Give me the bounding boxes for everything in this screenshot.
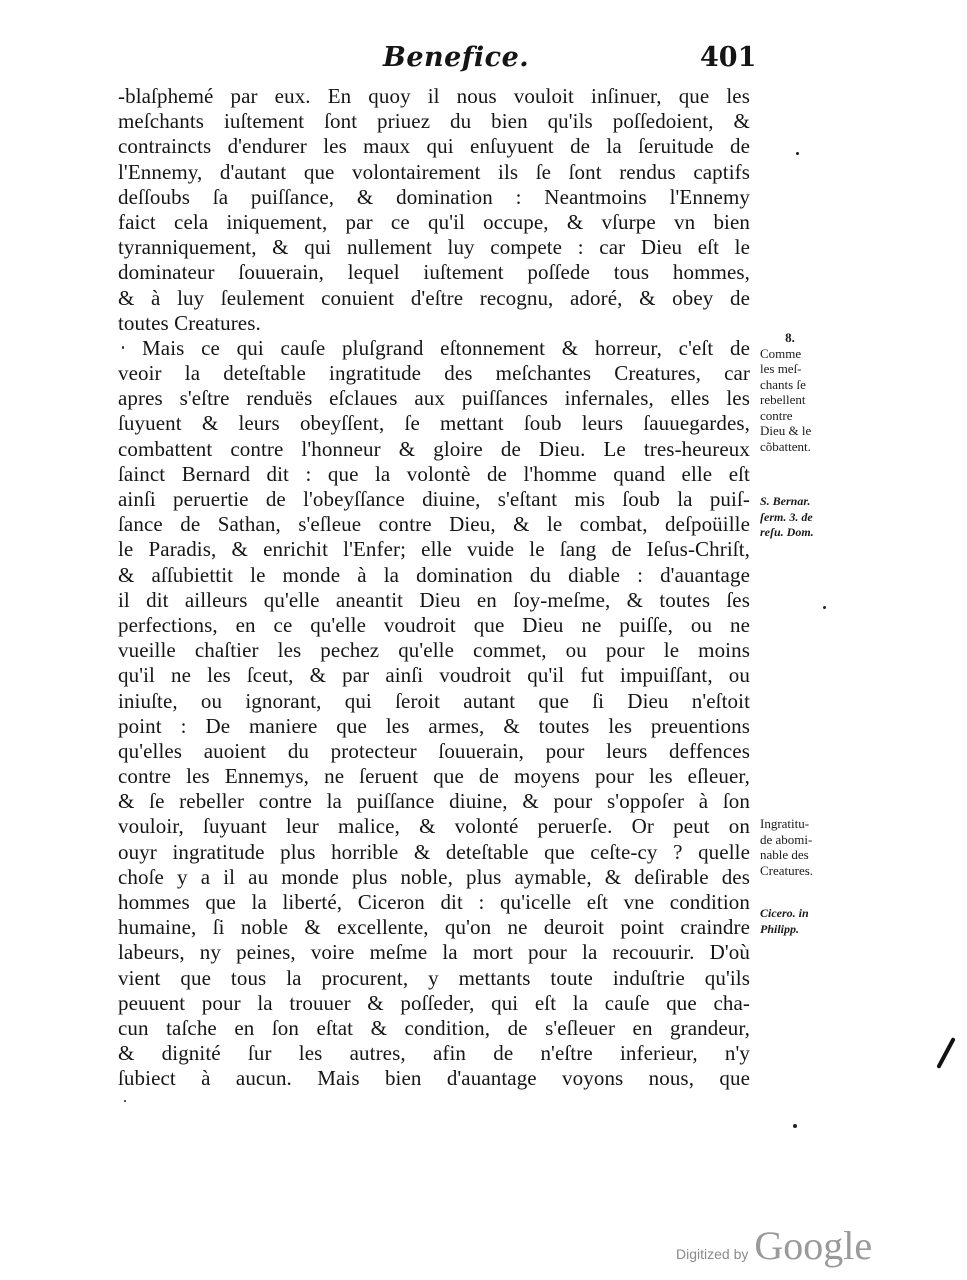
margin-ref-cicero xyxy=(760,906,860,937)
margin-note-line: Comme xyxy=(760,345,802,361)
body-line: vueille chaſtier les pechez qu'elle commet, ou pour le moins xyxy=(118,638,750,663)
google-logo: Google xyxy=(754,1223,873,1268)
page-number: 401 xyxy=(700,42,757,73)
running-title: Benefice. xyxy=(383,42,530,73)
body-line: choſe y a il au monde plus noble, plus aymable, & deſirable des xyxy=(118,864,750,889)
body-line: & ſe rebeller contre la puiſſance diuine, & pour s'oppoſer à ſon xyxy=(118,789,750,814)
margin-note-line: nable des xyxy=(760,847,809,862)
ink-speck xyxy=(793,1124,797,1128)
body-line: qu'il ne les ſceut, & par ainſi voudroit qu'il fut impuiſſant, ou xyxy=(118,663,750,688)
body-line: labeurs, ny peines, voire meſme la mort pour la recouurir. D'où xyxy=(118,940,750,965)
body-line: -blaſphemé par eux. En quoy il nous vouloit inſinuer, que les xyxy=(118,84,750,108)
margin-ref-line: reſu. Dom. xyxy=(760,525,814,539)
margin-note-line: Dieu & le xyxy=(760,423,812,438)
body-line: & dignité ſur les autres, afin de n'eſtre inferieur, n'y xyxy=(118,1041,750,1066)
body-line: le Paradis, & enrichit l'Enfer; elle vuide le ſang de Ieſus-Chriſt, xyxy=(118,537,750,562)
pen-stroke-mark xyxy=(936,1037,955,1069)
body-line: apres s'eſtre renduës eſclaues aux puiſſances infernales, elles les xyxy=(118,386,750,411)
body-line: meſchants iuſtement ſont priuez du bien qu'ils poſſedoient, & xyxy=(118,109,750,134)
margin-ref-line: Philipp. xyxy=(760,921,800,936)
digitized-watermark xyxy=(676,1222,872,1269)
body-line: qu'elles auoient du protecteur ſouuerain, pour leurs deffences xyxy=(118,738,750,763)
body-line: contre les Ennemys, ne ſeruent que de moyens pour les eſleuer, xyxy=(118,764,750,789)
body-line: hommes que la liberté, Ciceron dit : qu'icelle eſt vne condition xyxy=(118,890,750,914)
body-line: Mais ce qui cauſe pluſgrand eſtonnement & horreur, c'eſt de xyxy=(142,335,750,360)
body-line: ouyr ingratitude plus horrible & deteſtable que ceſte-cy ? quelle xyxy=(118,839,750,864)
body-line: tyranniquement, & qui nullement luy compete : car Dieu eſt le xyxy=(118,235,750,260)
body-line: cun taſche en ſon eſtat & condition, de s'eſleuer en grandeur, xyxy=(118,1015,750,1040)
body-line: toutes Creatures. xyxy=(118,310,261,335)
margin-note-line: Ingratitu- xyxy=(760,816,810,831)
body-line: ainſi peruertie de l'obeyſſance diuine, s'eſtant mis ſoub la puiſ- xyxy=(118,487,750,511)
margin-ref-line: ſerm. 3. de xyxy=(760,509,813,524)
margin-note-number: 8. xyxy=(785,330,795,345)
ink-speck xyxy=(122,346,124,349)
body-line: ſainct Bernard dit : que la volontè de l'homme quand elle eſt xyxy=(118,461,750,486)
body-line: & à luy ſeulement conuient d'eſtre recognu, adoré, & obey de xyxy=(118,285,750,310)
body-line: l'Ennemy, d'autant que volontairement ils ſe ſont rendus captifs xyxy=(118,159,750,184)
body-line: deſſoubs ſa puiſſance, & domination : Neantmoins l'Ennemy xyxy=(118,184,750,209)
ink-speck xyxy=(124,1100,126,1102)
body-line: contraincts d'endurer les maux qui enſuyuent de la ſeruitude de xyxy=(118,134,750,159)
margin-note-line: de abomi- xyxy=(760,831,813,847)
body-line: il dit ailleurs qu'elle aneantit Dieu en ſoy-meſme, & toutes ſes xyxy=(118,587,750,612)
margin-note-line: contre xyxy=(760,407,793,423)
body-line: ſuyuent & leurs obeyſſent, ſe mettant ſoub leurs ſauuegardes, xyxy=(118,411,750,436)
body-line: ſance de Sathan, s'eſleue contre Dieu, & le combat, deſpoüille xyxy=(118,512,750,537)
body-line: vouloir, ſuyuant leur malice, & volonté peruerſe. Or peut on xyxy=(118,814,750,839)
body-line: veoir la deteſtable ingratitude des meſchantes Creatures, car xyxy=(118,361,750,386)
margin-ref-bernard xyxy=(760,494,860,541)
ink-speck xyxy=(796,152,799,155)
body-line: combattent contre l'honneur & gloire de Dieu. Le tres-heureux xyxy=(118,436,750,461)
margin-note-ingratitude xyxy=(760,816,860,878)
body-line: vient que tous la procurent, y mettants toute induſtrie qu'ils xyxy=(118,965,750,990)
body-line: ſubiect à aucun. Mais bien d'auantage voyons nous, que xyxy=(118,1066,750,1091)
body-line: point : De maniere que les armes, & toutes les preuentions xyxy=(118,713,750,738)
margin-note-line: les meſ- xyxy=(760,361,802,376)
margin-note-line: rebellent xyxy=(760,392,806,407)
margin-note-line: chants ſe xyxy=(760,376,806,392)
ink-speck xyxy=(823,606,826,609)
body-line: faict cela iniquement, par ce qu'il occupe, & vſurpe vn bien xyxy=(118,209,750,234)
body-line: & aſſubiettit le monde à la domination du diable : d'auantage xyxy=(118,562,750,587)
body-line: humaine, ſi noble & excellente, qu'on ne deuroit point craindre xyxy=(118,915,750,940)
margin-note-comme xyxy=(760,330,860,454)
margin-note-line: Creatures. xyxy=(760,862,814,878)
body-line: perfections, en ce qu'elle voudroit que Dieu ne puiſſe, ou ne xyxy=(118,612,750,637)
margin-note-line: cõbattent. xyxy=(760,438,811,454)
body-text xyxy=(118,84,750,1092)
body-line: peuuent pour la trouuer & poſſeder, qui eſt la cauſe que cha- xyxy=(118,990,750,1015)
body-line: iniuſte, ou ignorant, qui ſeroit autant que ſi Dieu n'eſtoit xyxy=(118,688,750,713)
margin-ref-line: S. Bernar. xyxy=(760,494,811,508)
margin-ref-line: Cicero. in xyxy=(760,906,809,920)
body-line: dominateur ſouuerain, lequel iuſtement poſſede tous hommes, xyxy=(118,260,750,285)
digitized-by-label: Digitized by xyxy=(676,1246,749,1262)
